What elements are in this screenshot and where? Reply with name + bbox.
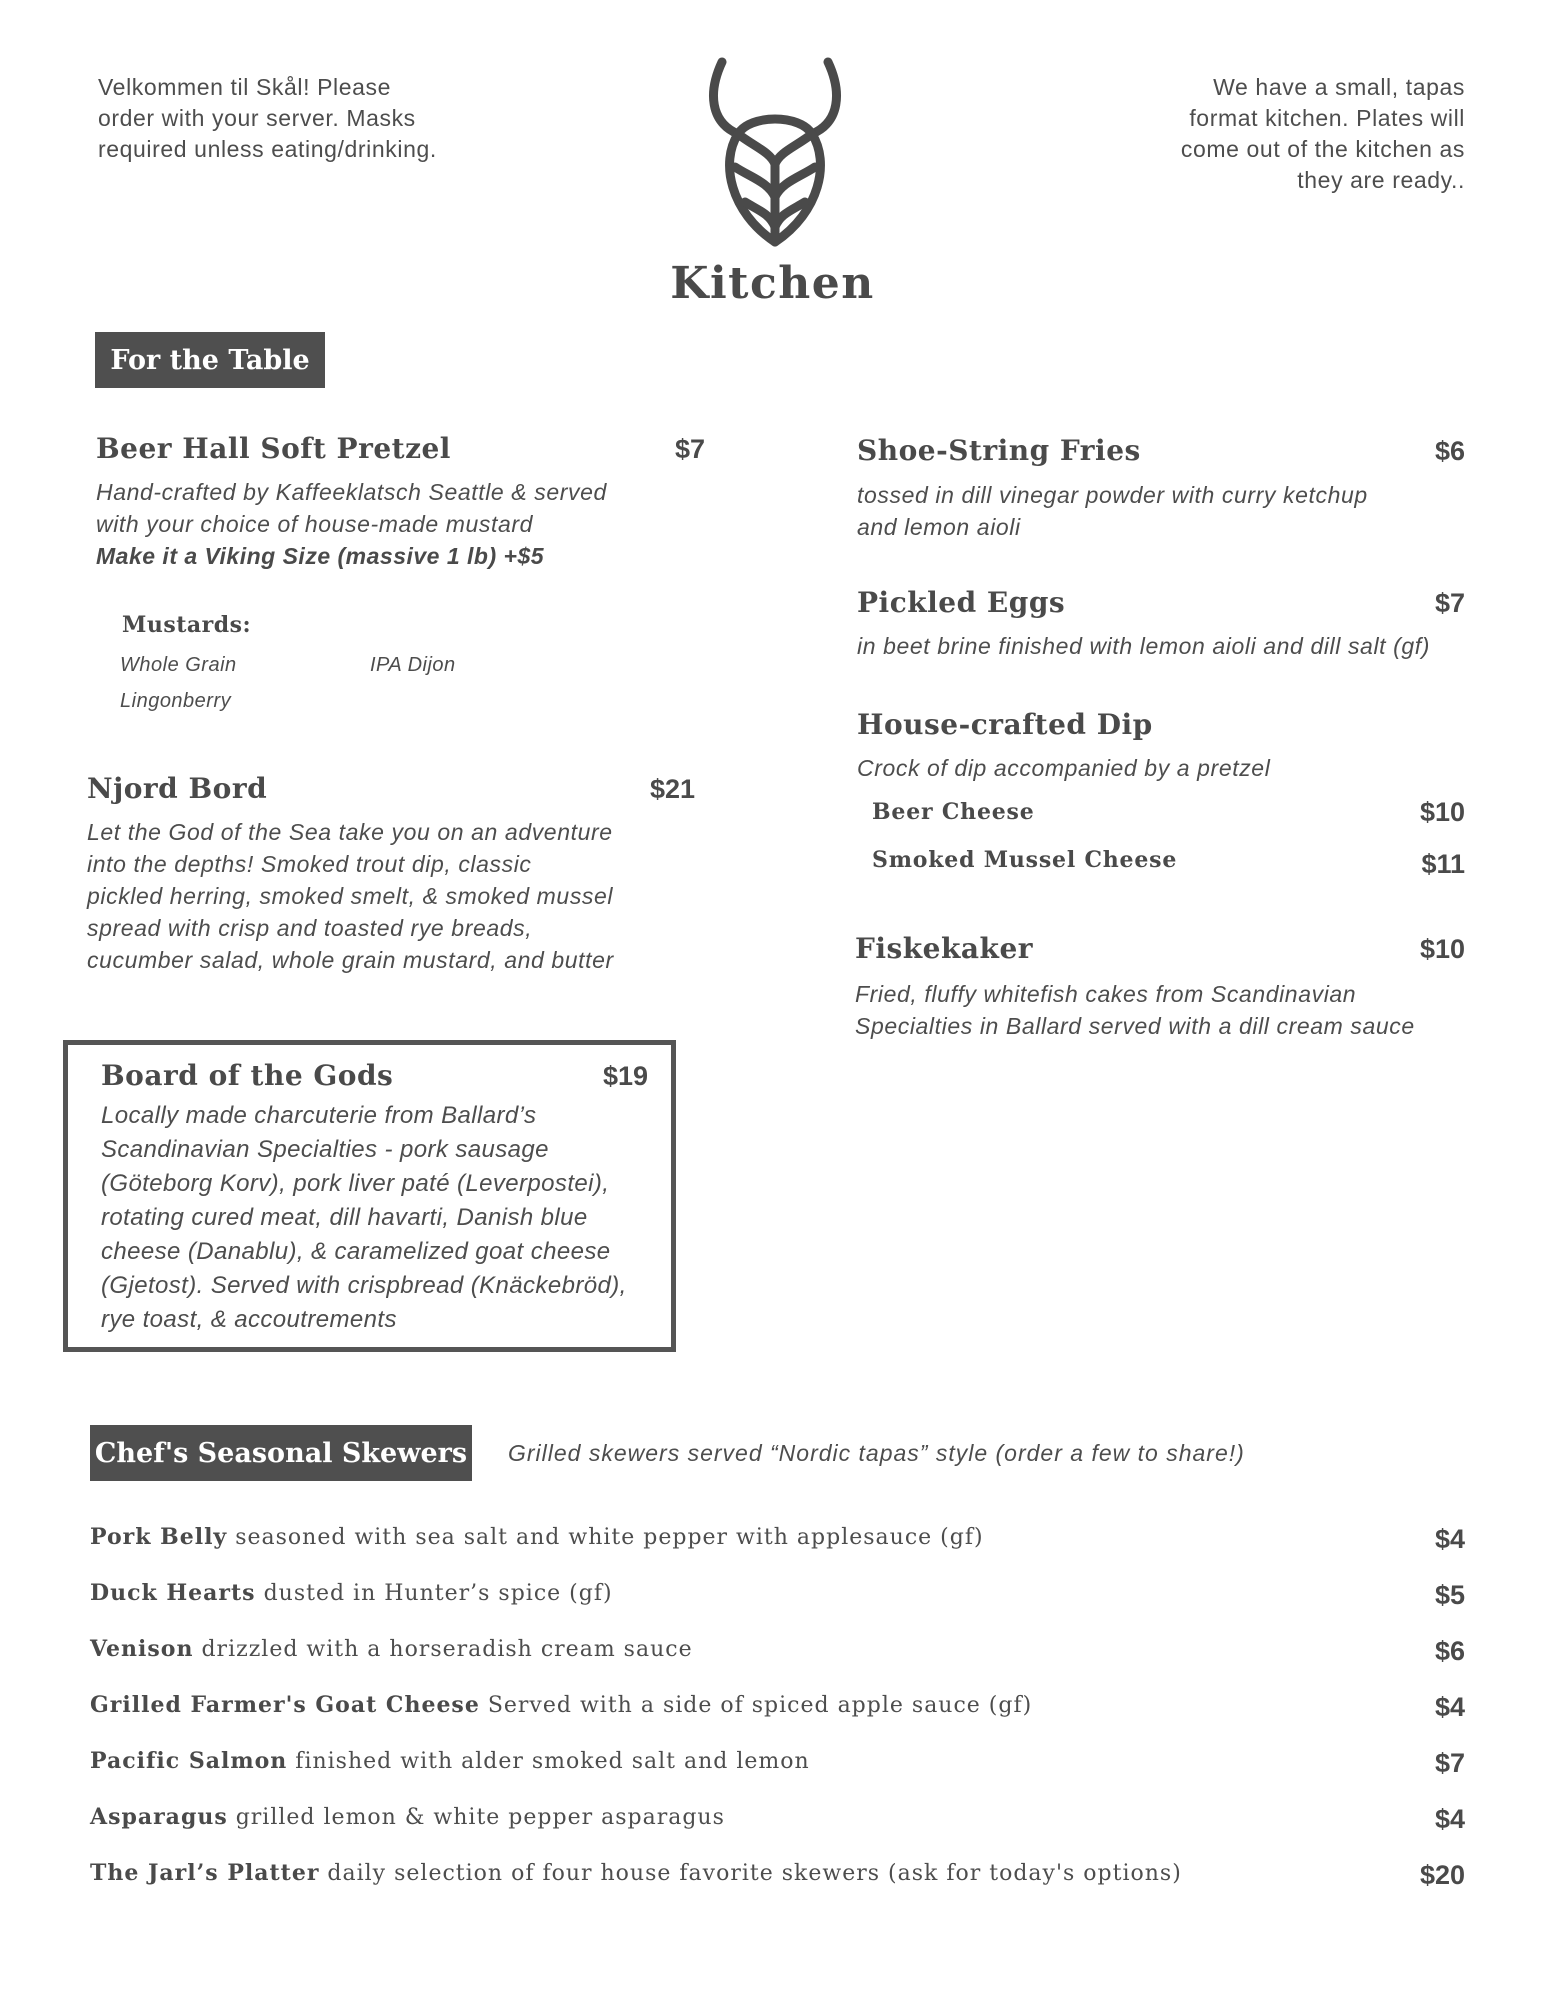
item-price-njord-bord: $21: [649, 774, 695, 804]
skewer-row: [90, 1804, 1465, 1844]
intro-right-line: they are ready..: [1297, 167, 1465, 193]
skewer-name: Pacific Salmon: [90, 1748, 288, 1774]
desc-line: Fried, fluffy whitefish cakes from Scandinavian: [855, 981, 1357, 1007]
skewer-desc: drizzled with a horseradish cream sauce: [201, 1637, 693, 1662]
desc-line: Let the God of the Sea take you on an adventure: [87, 819, 613, 845]
item-name-fiskekaker: Fiskekaker: [855, 932, 1034, 965]
item-desc-fries: [857, 479, 1477, 543]
intro-right-line: We have a small, tapas: [1213, 74, 1465, 100]
intro-left: [98, 72, 498, 165]
desc-line: Locally made charcuterie from Ballard’s: [101, 1102, 537, 1129]
intro-left-line: order with your server. Masks: [98, 105, 416, 131]
desc-line: Hand-crafted by Kaffeeklatsch Seattle & served: [96, 479, 607, 505]
item-name-dip: House-crafted Dip: [857, 708, 1153, 741]
desc-line: (Gjetost). Served with crispbread (Knäckebröd),: [101, 1272, 627, 1299]
desc-line: Scandinavian Specialties - pork sausage: [101, 1136, 549, 1163]
item-price-pretzel: $7: [674, 434, 705, 464]
skewer-text: [90, 1636, 693, 1662]
skewer-price: $20: [1419, 1860, 1465, 1890]
desc-line: pickled herring, smoked smelt, & smoked mussel: [87, 883, 614, 909]
dip-option-price: $11: [1421, 849, 1465, 879]
skewer-desc: finished with alder smoked salt and lemon: [295, 1749, 810, 1774]
skewer-name: Venison: [90, 1636, 194, 1662]
skewer-row: [90, 1748, 1465, 1788]
skewer-price: $4: [1434, 1804, 1465, 1834]
skewer-name: Grilled Farmer's Goat Cheese: [90, 1692, 480, 1718]
skewer-row: [90, 1636, 1465, 1676]
page-title: Kitchen: [670, 258, 875, 309]
skewer-price: $4: [1434, 1692, 1465, 1722]
mustards-heading: Mustards:: [122, 612, 252, 638]
intro-left-line: Velkommen til Skål! Please: [98, 74, 392, 100]
skewer-name: Duck Hearts: [90, 1580, 256, 1606]
intro-right-line: format kitchen. Plates will: [1189, 105, 1465, 131]
item-price-fries: $6: [1434, 436, 1465, 466]
skewer-desc: seasoned with sea salt and white pepper with applesauce (gf): [235, 1525, 984, 1550]
desc-line: (Göteborg Korv), pork liver paté (Leverpostei),: [101, 1170, 610, 1197]
desc-line: rye toast, & accoutrements: [101, 1306, 397, 1333]
dip-option-name: Beer Cheese: [872, 799, 1035, 825]
desc-line: rotating cured meat, dill havarti, Danish blue: [101, 1204, 588, 1231]
item-desc-fiskekaker: [855, 978, 1495, 1042]
mustard-option: Whole Grain: [120, 654, 237, 676]
desc-line: cheese (Danablu), & caramelized goat cheese: [101, 1238, 611, 1265]
mustard-option: Lingonberry: [120, 690, 232, 712]
skewer-text: [90, 1804, 725, 1830]
desc-line: and lemon aioli: [857, 514, 1021, 540]
skewer-desc: daily selection of four house favorite skewers (ask for today's options): [327, 1861, 1182, 1886]
item-price-board-of-the-gods: $19: [602, 1061, 648, 1091]
item-price-pickled-eggs: $7: [1434, 588, 1465, 618]
skewer-text: [90, 1748, 810, 1774]
skewer-price: $7: [1434, 1748, 1465, 1778]
viking-hop-icon: [700, 52, 850, 252]
skewer-text: [90, 1860, 1182, 1886]
desc-line: with your choice of house-made mustard: [96, 511, 534, 537]
item-desc-dip: Crock of dip accompanied by a pretzel: [857, 755, 1271, 781]
item-name-njord-bord: Njord Bord: [87, 772, 268, 805]
item-desc-njord-bord: [87, 816, 727, 976]
skewer-price: $6: [1434, 1636, 1465, 1666]
item-desc-pickled-eggs: [857, 630, 1497, 662]
item-name-board-of-the-gods: Board of the Gods: [101, 1059, 394, 1092]
dip-option-name: Smoked Mussel Cheese: [872, 847, 1178, 873]
desc-line: cucumber salad, whole grain mustard, and butter: [87, 947, 614, 973]
dip-option-price: $10: [1419, 797, 1465, 827]
skewer-name: Asparagus: [90, 1804, 228, 1830]
item-desc-pretzel: [96, 476, 696, 540]
section-tab-skewers: Chef's Seasonal Skewers: [90, 1425, 472, 1481]
item-name-pickled-eggs: Pickled Eggs: [857, 586, 1066, 619]
pretzel-upgrade-note: Make it a Viking Size (massive 1 lb) +$5: [96, 543, 545, 569]
skewer-name: Pork Belly: [90, 1524, 228, 1550]
skewer-name: The Jarl’s Platter: [90, 1860, 320, 1886]
item-name-pretzel: Beer Hall Soft Pretzel: [96, 432, 451, 465]
desc-line: tossed in dill vinegar powder with curry ketchup: [857, 482, 1368, 508]
skewer-row: [90, 1860, 1465, 1900]
skewer-text: [90, 1580, 613, 1606]
item-price-fiskekaker: $10: [1419, 934, 1465, 964]
skewer-row: [90, 1692, 1465, 1732]
mustard-option: IPA Dijon: [370, 654, 456, 676]
item-desc-board-of-the-gods: [101, 1099, 661, 1337]
skewer-text: [90, 1524, 984, 1550]
intro-right-line: come out of the kitchen as: [1180, 136, 1465, 162]
intro-right: [1080, 72, 1465, 196]
desc-line: spread with crisp and toasted rye breads,: [87, 915, 533, 941]
skewer-row: [90, 1524, 1465, 1564]
skewer-desc: grilled lemon & white pepper asparagus: [235, 1805, 725, 1830]
desc-line: into the depths! Smoked trout dip, classic: [87, 851, 532, 877]
desc-line: in beet brine finished with lemon aioli and dill salt (gf): [857, 633, 1431, 659]
section-tab-for-the-table: For the Table: [95, 332, 325, 388]
skewer-price: $5: [1434, 1580, 1465, 1610]
intro-left-line: required unless eating/drinking.: [98, 136, 437, 162]
skewers-note: Grilled skewers served “Nordic tapas” style (order a few to share!): [508, 1440, 1245, 1466]
skewer-price: $4: [1434, 1524, 1465, 1554]
board-of-the-gods-box: [63, 1040, 676, 1352]
skewer-text: [90, 1692, 1032, 1718]
skewer-desc: Served with a side of spiced apple sauce (gf): [487, 1693, 1033, 1718]
skewer-desc: dusted in Hunter’s spice (gf): [263, 1581, 613, 1606]
desc-line: Specialties in Ballard served with a dill cream sauce: [855, 1013, 1415, 1039]
skewer-row: [90, 1580, 1465, 1620]
item-name-fries: Shoe-String Fries: [857, 434, 1141, 467]
